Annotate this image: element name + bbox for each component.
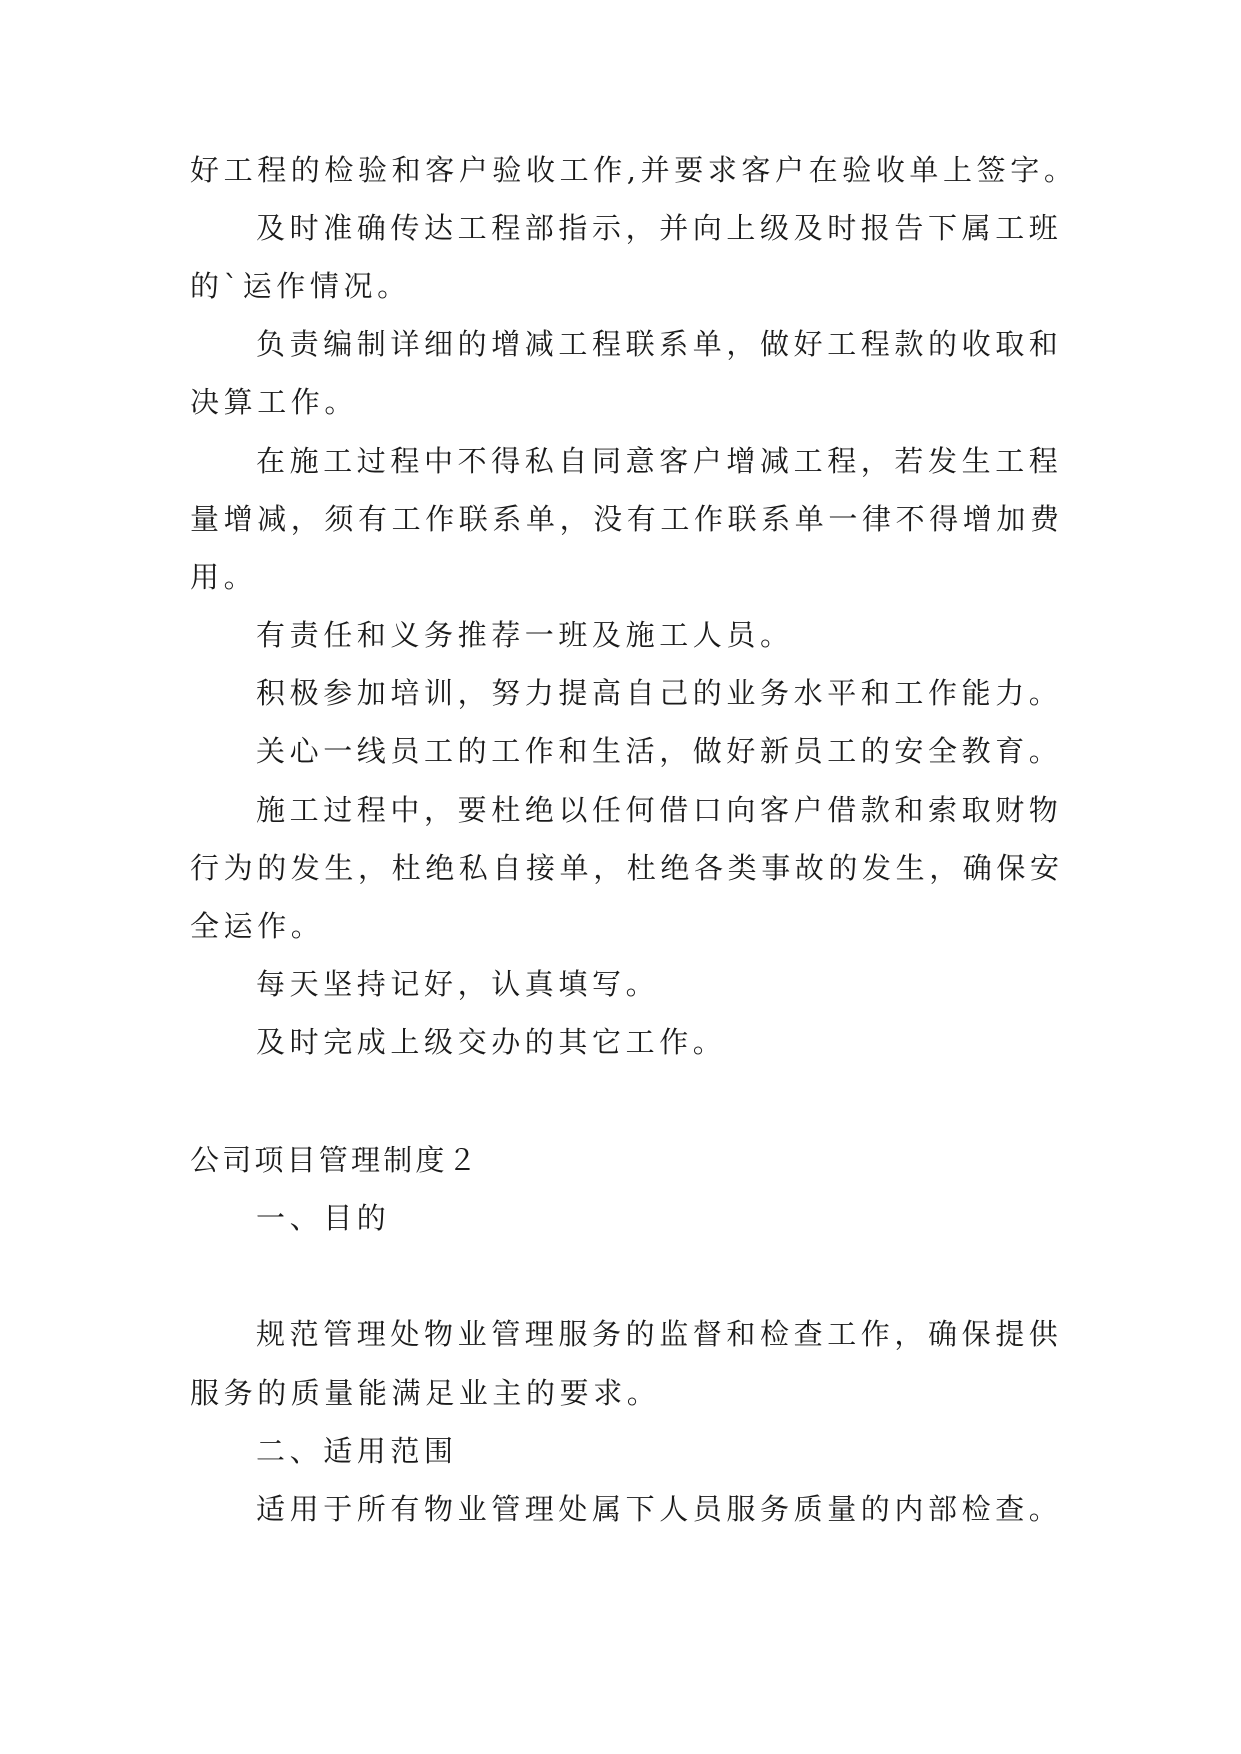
section-title: 公司项目管理制度２ (190, 1143, 480, 1177)
text-line: 决算工作。 (190, 385, 359, 419)
text-line: 施工过程中，要杜绝以任何借口向客户借款和索取财物 (256, 793, 1063, 827)
text-line: 每天坚持记好，认真填写。 (256, 967, 660, 1001)
text-line: 量增减，须有工作联系单，没有工作联系单一律不得增加费 (190, 502, 1064, 536)
text-line: 积极参加培训，努力提高自己的业务水平和工作能力。 (256, 676, 1063, 710)
text-line: 有责任和义务推荐一班及施工人员。 (256, 618, 794, 652)
text-line: 关心一线员工的工作和生活，做好新员工的安全教育。 (256, 734, 1063, 768)
text-line: 负责编制详细的增减工程联系单，做好工程款的收取和 (256, 327, 1063, 361)
text-line: 好工程的检验和客户验收工作,并要求客户在验收单上签字。 (190, 153, 1078, 187)
text-line: 规范管理处物业管理服务的监督和检查工作，确保提供 (256, 1317, 1063, 1351)
text-line: 在施工过程中不得私自同意客户增减工程，若发生工程 (256, 444, 1063, 478)
text-line: 行为的发生，杜绝私自接单，杜绝各类事故的发生，确保安 (190, 851, 1064, 885)
text-line: 的`运作情况。 (190, 269, 411, 303)
section-heading: 一、目的 (256, 1201, 391, 1235)
text-line: 用。 (190, 560, 258, 594)
text-line: 全运作。 (190, 909, 325, 943)
section-heading: 二、适用范围 (256, 1434, 458, 1468)
text-line: 及时完成上级交办的其它工作。 (256, 1025, 727, 1059)
text-line: 及时准确传达工程部指示，并向上级及时报告下属工班 (256, 211, 1063, 245)
text-line: 适用于所有物业管理处属下人员服务质量的内部检查。 (256, 1492, 1063, 1526)
text-line: 服务的质量能满足业主的要求。 (190, 1376, 661, 1410)
